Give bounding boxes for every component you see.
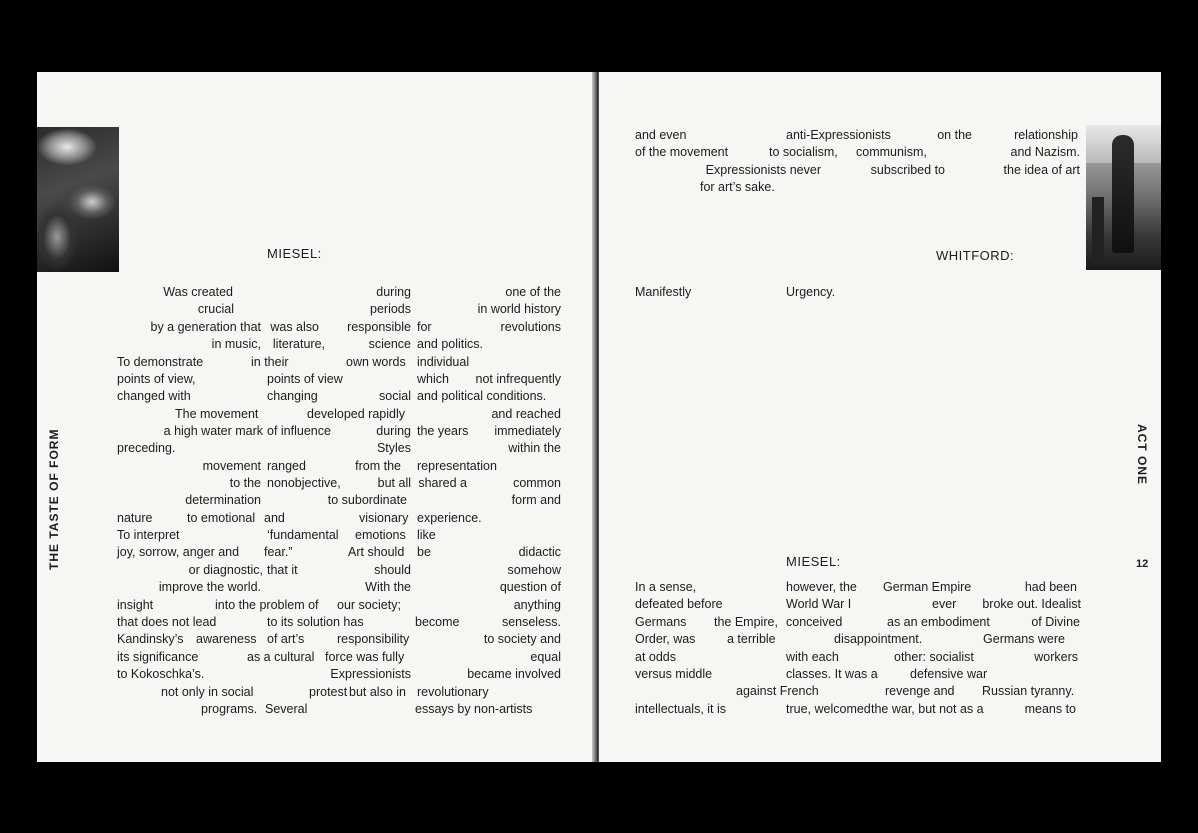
text-segment: be: [417, 545, 431, 559]
text-segment: anything: [513, 598, 561, 612]
text-segment: changed with: [117, 389, 191, 403]
text-segment: intellectuals, it is: [635, 702, 727, 716]
text-segment: Expressionists never: [705, 163, 821, 177]
text-segment: and: [264, 511, 285, 525]
text-segment: improve the world.: [158, 580, 261, 594]
text-segment: subscribed to: [870, 163, 945, 177]
text-segment: Art should: [348, 545, 405, 559]
text-segment: To demonstrate: [117, 355, 204, 369]
text-segment: Was created: [163, 285, 233, 299]
text-segment: immediately: [494, 424, 561, 438]
text-segment: to emotional: [187, 511, 256, 525]
text-segment: but all: [377, 476, 411, 490]
text-segment: at odds: [635, 650, 677, 664]
text-segment: programs.: [201, 702, 258, 716]
text-segment: for: [417, 320, 432, 334]
text-segment: to Kokoschka’s.: [117, 667, 205, 681]
text-segment: literature,: [272, 337, 325, 351]
text-segment: emotions: [355, 528, 406, 542]
text-segment: workers: [1034, 650, 1078, 664]
text-segment: into the problem of: [215, 598, 319, 612]
text-segment: relationship: [1014, 128, 1078, 142]
text-segment: Germans: [635, 615, 687, 629]
text-segment: from the: [355, 459, 401, 473]
text-segment: points of view,: [117, 372, 196, 386]
text-segment: shared a: [418, 476, 467, 490]
text-segment: representation: [417, 459, 497, 473]
text-segment: and even: [635, 128, 687, 142]
text-segment: on the: [937, 128, 972, 142]
text-segment: crucial: [197, 302, 234, 316]
text-segment: that it: [267, 563, 298, 577]
text-segment: To interpret: [117, 528, 180, 542]
text-segment: protest: [309, 685, 348, 699]
text-segment: and politics.: [417, 337, 484, 351]
text-segment: Styles: [376, 441, 411, 455]
text-segment: had been: [1024, 580, 1077, 594]
text-segment: defensive war: [910, 667, 988, 681]
text-segment: with each: [786, 650, 839, 664]
left-page: [37, 72, 595, 762]
text-segment: for art’s sake.: [700, 180, 775, 194]
text-segment: a terrible: [727, 632, 776, 646]
page-number: 12: [1136, 558, 1149, 570]
text-segment: responsible: [347, 320, 411, 334]
text-segment: changing: [267, 389, 318, 403]
text-segment: anti-Expressionists: [786, 128, 891, 142]
text-segment: common: [513, 476, 561, 490]
text-segment: should: [374, 563, 411, 577]
text-segment: nonobjective,: [267, 476, 341, 490]
text-segment: by a generation that: [150, 320, 261, 334]
text-segment: force was fully: [325, 650, 405, 664]
text-segment: means to: [1024, 702, 1076, 716]
photo-fragment-right: [1086, 125, 1161, 270]
text-segment: awareness: [196, 632, 257, 646]
text-segment: however, the: [786, 580, 857, 594]
text-segment: points of view: [267, 372, 343, 386]
text-segment: of Divine: [1031, 615, 1080, 629]
text-segment: of art’s: [267, 632, 305, 646]
text-segment: Expressionists: [330, 667, 411, 681]
text-segment: Urgency.: [786, 285, 836, 299]
text-segment: joy, sorrow, anger and: [117, 545, 240, 559]
text-segment: its significance: [117, 650, 199, 664]
text-segment: of the movement: [635, 145, 729, 159]
text-segment: fear.”: [264, 545, 293, 559]
text-segment: didactic: [518, 545, 561, 559]
text-segment: determination: [185, 493, 261, 507]
text-segment: disappointment.: [834, 632, 923, 646]
text-segment: equal: [530, 650, 561, 664]
text-segment: social: [379, 389, 411, 403]
text-segment: versus middle: [635, 667, 713, 681]
text-segment: that does not lead: [117, 615, 217, 629]
text-segment: not infrequently: [475, 372, 561, 386]
text-segment: essays by non-artists: [415, 702, 533, 716]
text-segment: In a sense,: [635, 580, 697, 594]
text-segment: our society;: [337, 598, 401, 612]
text-segment: ranged: [267, 459, 306, 473]
text-segment: and Nazism.: [1010, 145, 1080, 159]
text-segment: ‘fundamental: [267, 528, 339, 542]
text-segment: and reached: [491, 407, 561, 421]
text-segment: own words: [346, 355, 406, 369]
text-segment: classes. It was a: [786, 667, 878, 681]
text-segment: the war, but not as a: [871, 702, 984, 716]
text-segment: the idea of art: [1003, 163, 1080, 177]
text-segment: preceding.: [117, 441, 176, 455]
text-segment: to the: [229, 476, 261, 490]
text-segment: periods: [370, 302, 411, 316]
text-segment: broke out. Idealist: [982, 597, 1081, 611]
text-segment: responsibility: [337, 632, 410, 646]
text-segment: question of: [499, 580, 561, 594]
text-segment: experience.: [417, 511, 482, 525]
speaker-label-miesel: MIESEL:: [786, 554, 841, 569]
text-segment: Germans were: [983, 632, 1065, 646]
text-segment: somehow: [507, 563, 561, 577]
speaker-label-whitford: WHITFORD:: [936, 248, 1015, 263]
text-segment: which: [417, 372, 449, 386]
text-segment: conceived: [786, 615, 843, 629]
text-segment: one of the: [505, 285, 561, 299]
text-segment: the Empire,: [714, 615, 778, 629]
text-segment: not only in social: [161, 685, 254, 699]
text-segment: of influence: [267, 424, 331, 438]
section-title: ACT ONE: [1135, 424, 1149, 485]
text-segment: Kandinsky’s: [117, 632, 184, 646]
text-segment: a high water mark: [163, 424, 263, 438]
text-segment: other: socialist: [894, 650, 974, 664]
text-segment: movement: [202, 459, 261, 473]
text-segment: revolutions: [500, 320, 561, 334]
photo-fragment-left: [37, 127, 119, 272]
text-segment: in music,: [211, 337, 261, 351]
running-title: THE TASTE OF FORM: [47, 428, 61, 570]
text-segment: as an embodiment: [887, 615, 990, 629]
text-segment: nature: [117, 511, 153, 525]
text-segment: communism,: [856, 145, 927, 159]
text-segment: within the: [508, 441, 561, 455]
text-segment: against French: [736, 684, 819, 698]
text-segment: Russian tyranny.: [982, 684, 1075, 698]
text-segment: to subordinate: [327, 493, 407, 507]
text-segment: individual: [417, 355, 470, 369]
text-segment: during: [376, 424, 411, 438]
text-segment: With the: [365, 580, 411, 594]
text-segment: like: [417, 528, 436, 542]
text-segment: insight: [117, 598, 154, 612]
text-segment: but also in: [349, 685, 406, 699]
text-segment: to socialism,: [769, 145, 838, 159]
text-segment: became involved: [467, 667, 561, 681]
text-segment: during: [376, 285, 411, 299]
text-segment: to society and: [483, 632, 561, 646]
text-segment: form and: [511, 493, 561, 507]
right-page: [599, 72, 1161, 762]
text-segment: The movement: [175, 407, 259, 421]
text-segment: science: [368, 337, 411, 351]
text-segment: ever: [932, 597, 957, 611]
text-segment: to its solution has: [267, 615, 364, 629]
text-segment: as a cultural: [247, 650, 315, 664]
text-segment: true, welcomed: [786, 702, 871, 716]
text-segment: or diagnostic,: [188, 563, 263, 577]
text-segment: in their: [251, 355, 289, 369]
text-segment: revolutionary: [417, 685, 489, 699]
text-segment: the years: [417, 424, 469, 438]
text-segment: revenge and: [885, 684, 955, 698]
text-segment: German Empire: [883, 580, 972, 594]
speaker-label: MIESEL:: [267, 246, 322, 261]
text-segment: developed rapidly: [307, 407, 405, 421]
text-segment: defeated before: [635, 597, 723, 611]
text-segment: Order, was: [635, 632, 696, 646]
text-segment: senseless.: [501, 615, 561, 629]
text-segment: was also: [270, 320, 319, 334]
text-segment: World War I: [786, 597, 852, 611]
text-segment: become: [415, 615, 460, 629]
text-segment: Manifestly: [635, 285, 692, 299]
text-segment: and political conditions.: [417, 389, 547, 403]
text-segment: visionary: [359, 511, 409, 525]
text-segment: in world history: [477, 302, 561, 316]
text-segment: Several: [265, 702, 308, 716]
